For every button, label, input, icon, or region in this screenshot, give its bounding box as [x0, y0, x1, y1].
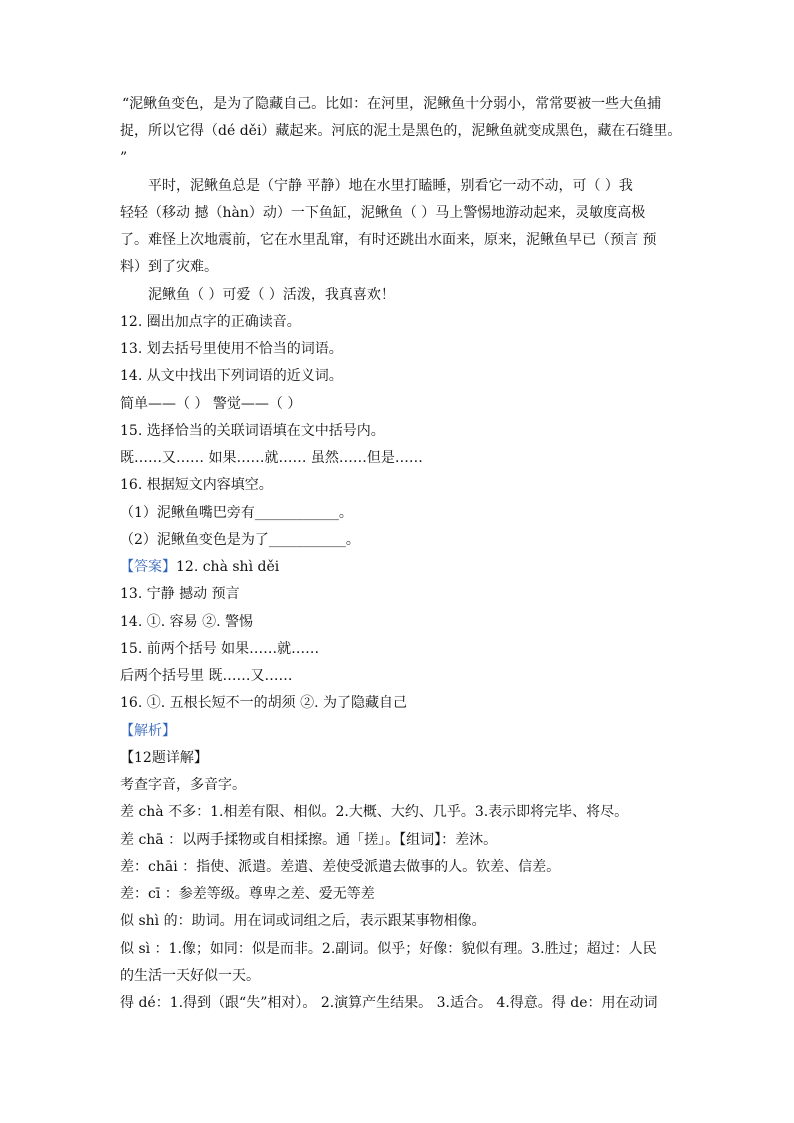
- question-12: 12. 圈出加点字的正确读音。: [120, 314, 301, 330]
- answer-14: 14. ①. 容易 ②. 警惕: [120, 614, 253, 630]
- question-15-options: 既……又…… 如果……就…… 虽然……但是……: [120, 450, 423, 466]
- question-14-blanks: 简单——（ ） 警觉——（ ）: [120, 396, 302, 412]
- passage-line: 捉，所以它得（dé děi）藏起来。河底的泥土是黑色的，泥鳅鱼就变成黑色，藏在石缝里。: [120, 123, 682, 139]
- answer-12: 12. chà shì děi: [176, 559, 280, 575]
- passage-line: 轻轻（移动 撼（hàn）动）一下鱼缸，泥鳅鱼（ ）马上警惕地游动起来，灵敏度高极: [120, 205, 646, 221]
- analysis-line: 差 chā ：以两手揉物或自相揉擦。通「搓」。【组词】：差沐。: [120, 832, 498, 848]
- question-13: 13. 划去括号里使用不恰当的词语。: [120, 341, 343, 357]
- answer-label: 【答案】: [120, 559, 176, 575]
- analysis-line: 似 shì 的：助词。用在词或词组之后，表示跟某事物相像。: [120, 913, 486, 929]
- answer-15-first: 15. 前两个括号 如果……就……: [120, 641, 320, 657]
- question-16-2: （2）泥鳅鱼变色是为了___________。: [120, 532, 360, 548]
- analysis-line: 得 dé：1.得到（跟“失”相对）。 2.演算产生结果。 3.适合。 4.得意。得 de：用在动词: [120, 995, 658, 1011]
- question-15: 15. 选择恰当的关联词语填在文中括号内。: [120, 423, 385, 439]
- analysis-q12-title: 【12题详解】: [120, 750, 208, 766]
- passage-line: 料）到了灾难。: [120, 259, 218, 275]
- analysis-label: 【解析】: [120, 723, 176, 739]
- passage-line: “泥鳅鱼变色，是为了隐藏自己。比如：在河里，泥鳅鱼十分弱小，常常要被一些大鱼捕: [122, 96, 662, 112]
- answer-13: 13. 宁静 撼动 预言: [120, 586, 240, 602]
- question-16-1: （1）泥鳅鱼嘴巴旁有____________。: [120, 505, 353, 521]
- answer-16: 16. ①. 五根长短不一的胡须 ②. 为了隐藏自己: [120, 695, 407, 711]
- question-14: 14. 从文中找出下列词语的近义词。: [120, 368, 343, 384]
- analysis-line: 差：cī ：参差等级。尊卑之差、爱无等差: [120, 886, 375, 902]
- analysis-line: 似 sì ：1.像；如同：似是而非。2.副词。似乎；好像：貌似有理。3.胜过；超过：人民: [120, 941, 657, 957]
- passage-line: 平时，泥鳅鱼总是（宁静 平静）地在水里打瞌睡，别看它一动不动，可（ ）我: [148, 178, 633, 194]
- analysis-line: 考查字音，多音字。: [120, 777, 246, 793]
- answer-line-12: [120, 557, 279, 577]
- passage-line: 了。难怪上次地震前，它在水里乱窜，有时还跳出水面来，原来，泥鳅鱼早已（预言 预: [120, 232, 657, 248]
- analysis-line: 差 chà 不多：1.相差有限、相似。2.大概、大约、几乎。3.表示即将完毕、将尽。: [120, 804, 629, 820]
- analysis-line: 差：chāi ：指使、派遣。差遣、差使受派遣去做事的人。钦差、信差。: [120, 859, 561, 875]
- analysis-line: 的生活一天好似一天。: [120, 968, 260, 984]
- answer-15-second: 后两个括号里 既……又……: [120, 668, 293, 684]
- passage-line: 泥鳅鱼（ ）可爱（ ）活泼，我真喜欢！: [148, 287, 395, 303]
- passage-line: ”: [120, 150, 128, 166]
- question-16: 16. 根据短文内容填空。: [120, 477, 273, 493]
